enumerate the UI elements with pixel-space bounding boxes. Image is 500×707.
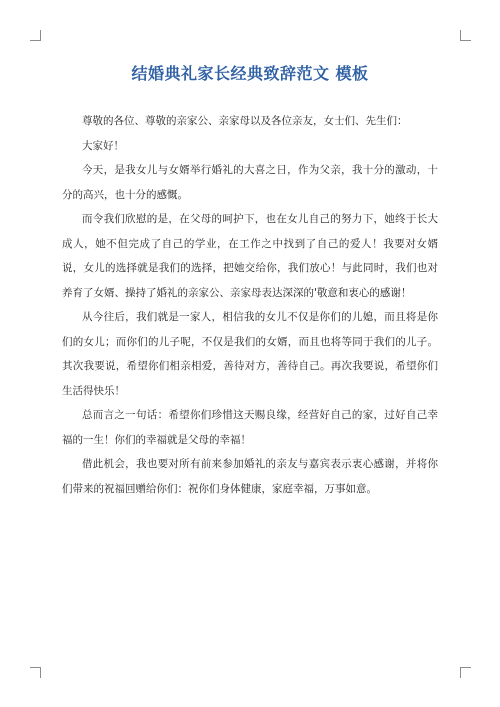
- crop-mark-bottom-left: [30, 667, 41, 678]
- salutation-paragraph: 尊敬的各位、尊敬的亲家公、亲家母以及各位亲友，女士们、先生们：: [82, 115, 408, 127]
- body-paragraph: 总而言之一句话：希望你们珍惜这天赐良缘，经营好自己的家，过好自己幸福的一生！你们的幸福就是父母的幸福！: [62, 409, 438, 446]
- crop-mark-bottom-right: [460, 667, 471, 678]
- crop-mark-top-left: [30, 30, 41, 41]
- document-title: 结婚典礼家长经典致辞范文 模板: [131, 64, 369, 83]
- body-paragraph: 今天，是我女儿与女婿举行婚礼的大喜之日，作为父亲，我十分的激动，十分的高兴，也十分的感慨。: [62, 164, 438, 201]
- greeting-paragraph: 大家好！: [82, 139, 124, 152]
- body-paragraph: 而令我们欣慰的是，在父母的呵护下，也在女儿自己的努力下，她终于长大成人，她不但完成了自己的学业，在工作之中找到了自己的爱人！我要对女婿说，女儿的选择就是我们的选择，把她交给你，我们放心！与此同时，我们也对养育了女婿、操持了婚礼的亲家公、亲家母表达深深的'敬意和衷心的感谢！: [62, 213, 438, 299]
- document-body: [62, 109, 438, 501]
- crop-mark-top-right: [460, 30, 471, 41]
- body-paragraph: 从今往后，我们就是一家人，相信我的女儿不仅是你们的儿媳，而且将是你们的女儿；而你们的儿子呢，不仅是我们的女婿，而且也将等同于我们的儿子。其次我要说，希望你们相亲相爱，善待对方，善待自己。再次我要说，希望你们生活得快乐！: [62, 311, 438, 397]
- closing-paragraph: 借此机会，我也要对所有前来参加婚礼的亲友与嘉宾表示衷心感谢，并将你们带来的祝福回赠给你们：祝你们身体健康，家庭幸福，万事如意。: [62, 458, 438, 495]
